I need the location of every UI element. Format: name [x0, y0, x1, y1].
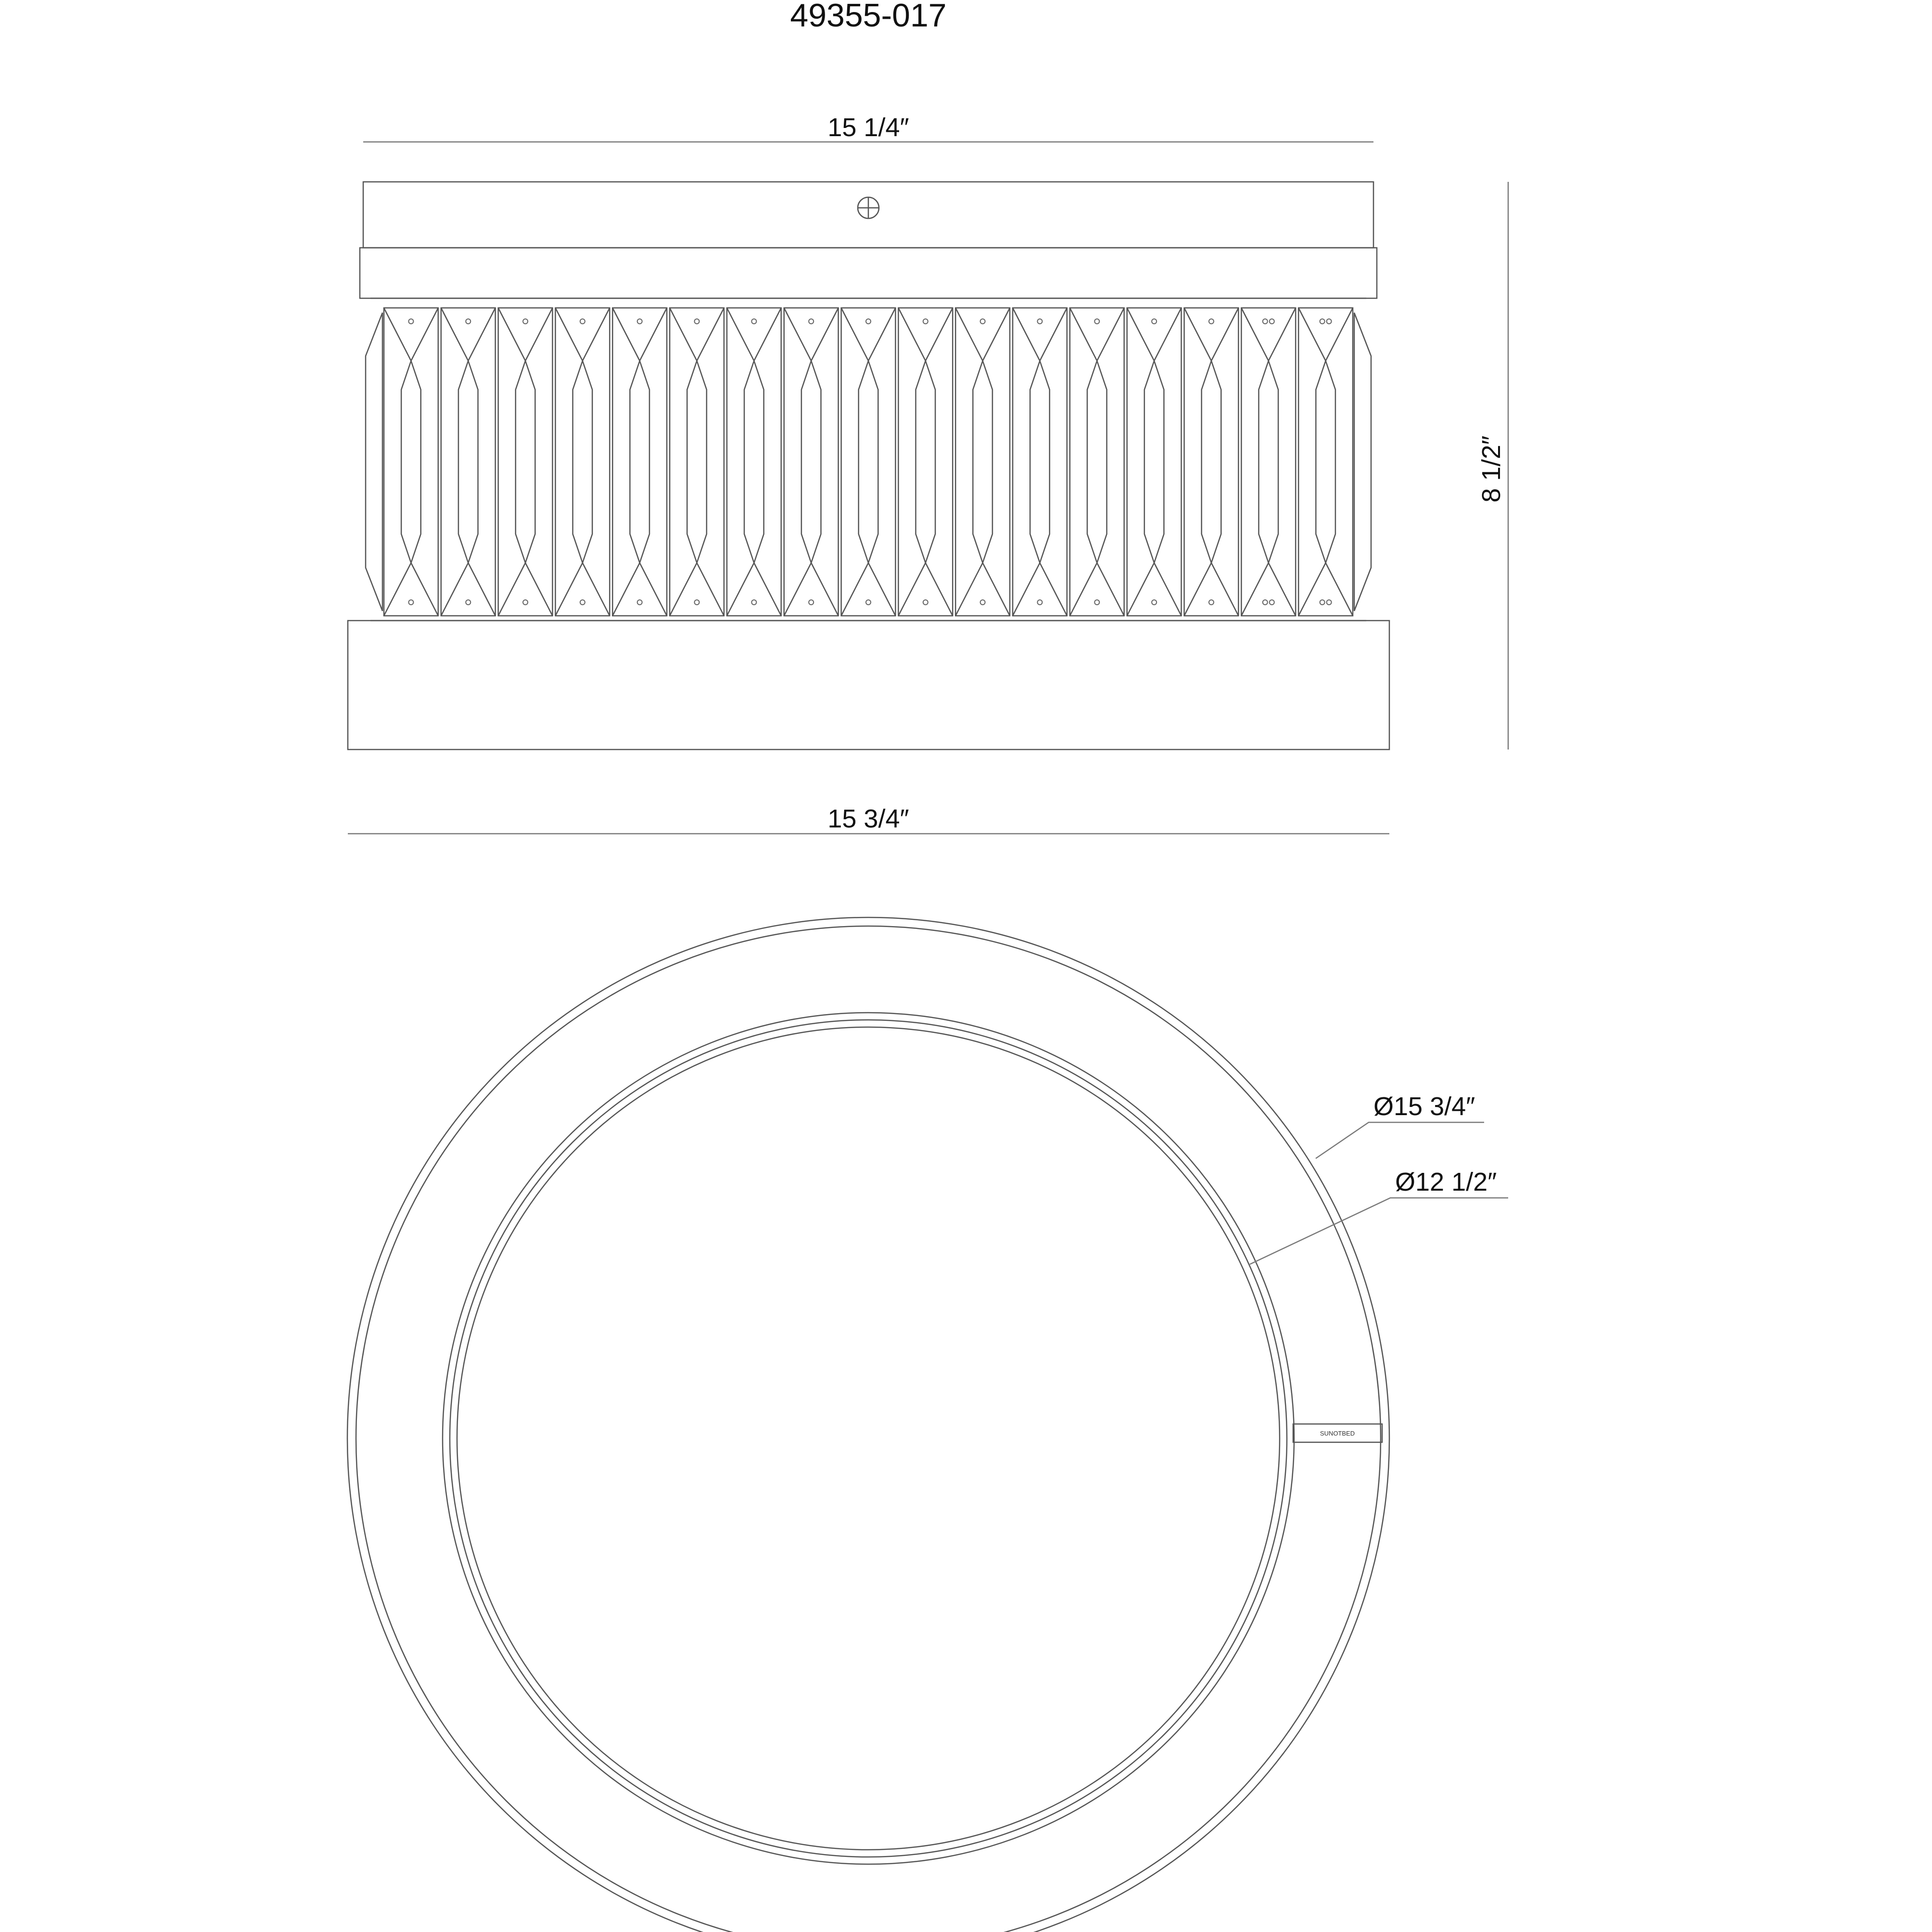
outer-ring-inner	[356, 926, 1381, 1932]
crystal-prism	[955, 308, 1010, 616]
right-edge-crystal	[1354, 313, 1371, 611]
crystal-prism	[441, 308, 496, 616]
left-edge-crystal	[366, 313, 382, 611]
crystal-prism	[1184, 308, 1239, 616]
crystal-prism	[1127, 308, 1182, 616]
outer-diameter-label: Ø15 3/4″	[1373, 1092, 1475, 1121]
inner-ring-core	[457, 1027, 1280, 1850]
label-plate-text: SUNOTBED	[1320, 1430, 1355, 1437]
top-width-label: 15 1/4″	[827, 113, 909, 142]
outer-ring-outer	[347, 917, 1389, 1932]
crystal-prism	[384, 308, 438, 616]
inner-ring-outer	[443, 1013, 1294, 1864]
top-view	[347, 917, 1508, 1932]
crystal-prism	[898, 308, 953, 616]
crystal-prism	[1070, 308, 1124, 616]
inner-diameter-leader	[1250, 1198, 1508, 1264]
crystal-prism	[670, 308, 724, 616]
crystal-prism	[1298, 308, 1353, 616]
crystal-prism	[1241, 308, 1296, 616]
bottom-width-label: 15 3/4″	[827, 804, 909, 833]
model-number: 49355-017	[790, 0, 947, 34]
upper-band	[360, 248, 1377, 298]
crystal-prism	[498, 308, 553, 616]
crystal-prism	[784, 308, 839, 616]
inner-diameter-label: Ø12 1/2″	[1395, 1168, 1497, 1196]
height-label: 8 1/2″	[1477, 435, 1506, 503]
crystal-prism	[1013, 308, 1067, 616]
outer-diameter-leader	[1316, 1122, 1484, 1158]
crystal-prism	[555, 308, 610, 616]
inner-ring-inner	[450, 1020, 1287, 1857]
crystal-prism	[612, 308, 667, 616]
canopy-screw-icon	[858, 197, 879, 218]
side-view	[348, 113, 1508, 834]
crystal-prism	[727, 308, 781, 616]
crystal-prisms	[384, 308, 1353, 616]
crystal-prism	[841, 308, 896, 616]
base-band	[348, 621, 1389, 750]
